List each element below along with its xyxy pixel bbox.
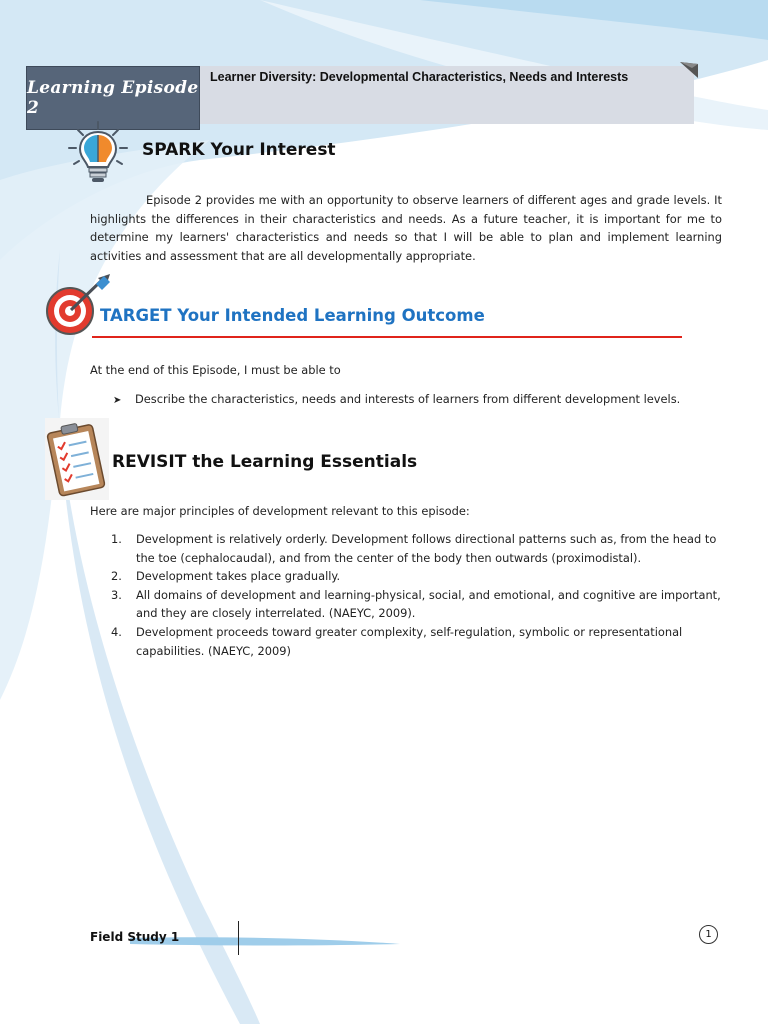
list-item-number: 3. <box>111 587 122 602</box>
spark-title: SPARK Your Interest <box>142 140 336 160</box>
footer-label: Field Study 1 <box>90 930 180 944</box>
list-item <box>111 586 723 623</box>
arrowhead-bullet-icon: ➤ <box>113 395 122 406</box>
list-item-number: 2. <box>111 569 122 584</box>
revisit-title: REVISIT the Learning Essentials <box>112 452 418 472</box>
revisit-intro: Here are major principles of development relevant to this episode: <box>90 504 470 518</box>
list-item <box>111 567 723 586</box>
header-title-bar <box>198 66 694 124</box>
list-item-text: Development takes place gradually. <box>136 569 341 584</box>
list-item-text: Development proceeds toward greater complexity, self-regulation, symbolic or representational capabilities. (NAEYC, 2009) <box>136 624 683 658</box>
page-number-text: 1 <box>705 929 712 940</box>
target-dart-icon <box>44 274 114 336</box>
footer-divider <box>238 921 239 955</box>
episode-badge-label: Learning Episode 2 <box>27 78 199 118</box>
page-fold-arrow-icon <box>678 60 700 80</box>
list-item <box>111 530 723 567</box>
target-intro: At the end of this Episode, I must be able to <box>90 363 341 377</box>
target-title: TARGET Your Intended Learning Outcome <box>100 306 485 325</box>
list-item <box>111 623 723 660</box>
target-underline <box>92 336 682 338</box>
spark-paragraph: Episode 2 provides me with an opportunity to observe learners of different ages and grade levels. It highlights the differences in their characteristics and needs. As a future teacher, it is important for me to determine my learners' characteristics and needs so that I will be able to plan and implement learning activities and assessment that are all developmentally appropriate. <box>90 193 722 263</box>
clipboard-checklist-icon <box>45 418 109 500</box>
page-number <box>699 925 718 944</box>
list-item-text: All domains of development and learning-physical, social, and emotional, and cognitive are important, and they are closely interrelated. (NAEYC, 2009). <box>136 587 721 621</box>
list-item-number: 1. <box>111 532 122 546</box>
list-item-text: Development is relatively orderly. Development follows directional patterns such as, from the head to the toe (cephalocaudal), and from the center of the body then outwards (proximodistal). <box>136 532 717 565</box>
header-title: Learner Diversity: Developmental Characteristics, Needs and Interests <box>210 70 629 84</box>
lightbulb-brain-icon <box>66 120 130 186</box>
outcome-item <box>113 390 733 411</box>
principles-list <box>111 530 723 660</box>
outcome-text: Describe the characteristics, needs and interests of learners from different development levels. <box>135 392 681 406</box>
list-item-number: 4. <box>111 624 122 639</box>
